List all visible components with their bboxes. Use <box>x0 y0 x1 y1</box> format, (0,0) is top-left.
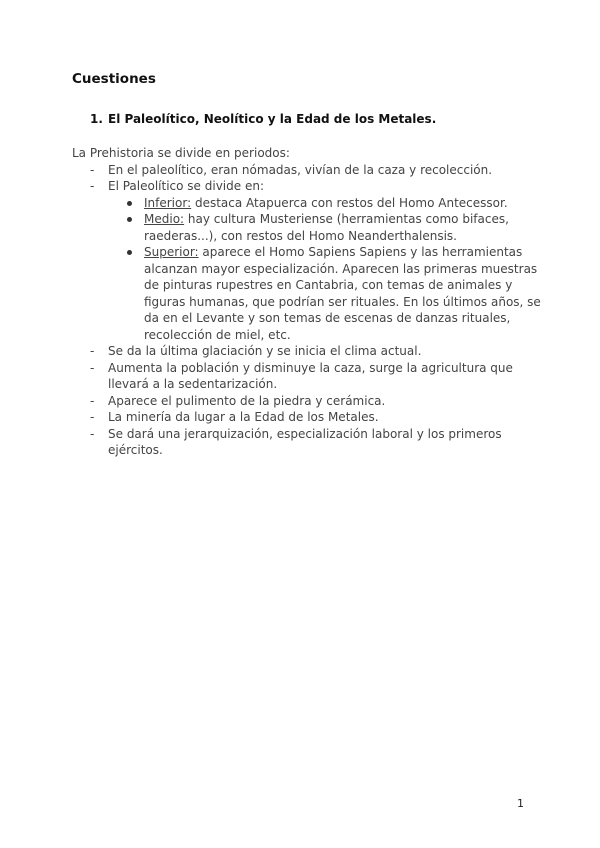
dash-marker: - <box>90 360 95 375</box>
list-item <box>72 409 542 426</box>
list-item-text: El Paleolítico se divide en: <box>108 179 264 193</box>
period-text: destaca Atapuerca con restos del Homo Antecessor. <box>191 195 508 210</box>
list-item <box>72 393 542 410</box>
list-item <box>72 426 542 459</box>
list-item-text: Aparece el pulimento de la piedra y cerámica. <box>108 393 386 408</box>
period-text: aparece el Homo Sapiens Sapiens y las herramientas alcanzan mayor especialización. Aparecen las primeras muestras de pinturas rupestres en Cantabria, con temas de animales y figuras humanas, que podrían ser rituales. En los últimos años, se da en el Levante y son temas de escenas de danzas rituales, recolección de miel, etc. <box>144 245 541 342</box>
bullet-dot <box>127 217 132 222</box>
list-item-text: Se dará una jerarquización, especialización laboral y los primeros ejércitos. <box>108 426 502 457</box>
list-item <box>72 360 542 393</box>
intro-paragraph: La Prehistoria se divide en periodos: <box>72 146 290 160</box>
page-heading: Cuestiones <box>72 71 156 87</box>
dash-marker: - <box>90 410 95 424</box>
period-list <box>108 195 542 344</box>
period-item <box>108 195 542 212</box>
list-item-text: En el paleolítico, eran nómadas, vivían de la caza y recolección. <box>108 162 493 177</box>
section-title <box>90 112 436 126</box>
period-label: Medio: <box>144 212 185 226</box>
bullet-dot <box>127 250 132 255</box>
period-text: hay cultura Musteriense (herramientas como bifaces, raederas...), con restos del Homo Neanderthalensis. <box>144 212 509 243</box>
period-item <box>108 211 542 244</box>
document-body <box>72 145 542 459</box>
list-item <box>72 162 542 179</box>
dash-marker: - <box>90 393 95 408</box>
list-item <box>72 343 542 360</box>
dash-marker: - <box>90 344 95 358</box>
list-item-text: La minería da lugar a la Edad de los Metales. <box>108 410 379 424</box>
period-label: Inferior: <box>144 195 192 210</box>
dash-marker: - <box>90 179 95 193</box>
dash-list <box>72 162 542 459</box>
period-label: Superior: <box>144 245 199 259</box>
page-number: 1 <box>517 797 524 810</box>
dash-marker: - <box>90 162 95 177</box>
list-item <box>72 178 542 343</box>
section-title-text: El Paleolítico, Neolítico y la Edad de los Metales. <box>108 112 437 126</box>
list-item-text: Aumenta la población y disminuye la caza, surge la agricultura que llevará a la sedentarización. <box>108 360 513 391</box>
section-number: 1. <box>90 112 103 126</box>
period-item <box>108 244 542 343</box>
list-item-text: Se da la última glaciación y se inicia el clima actual. <box>108 344 422 358</box>
bullet-dot <box>127 201 132 206</box>
dash-marker: - <box>90 426 95 441</box>
